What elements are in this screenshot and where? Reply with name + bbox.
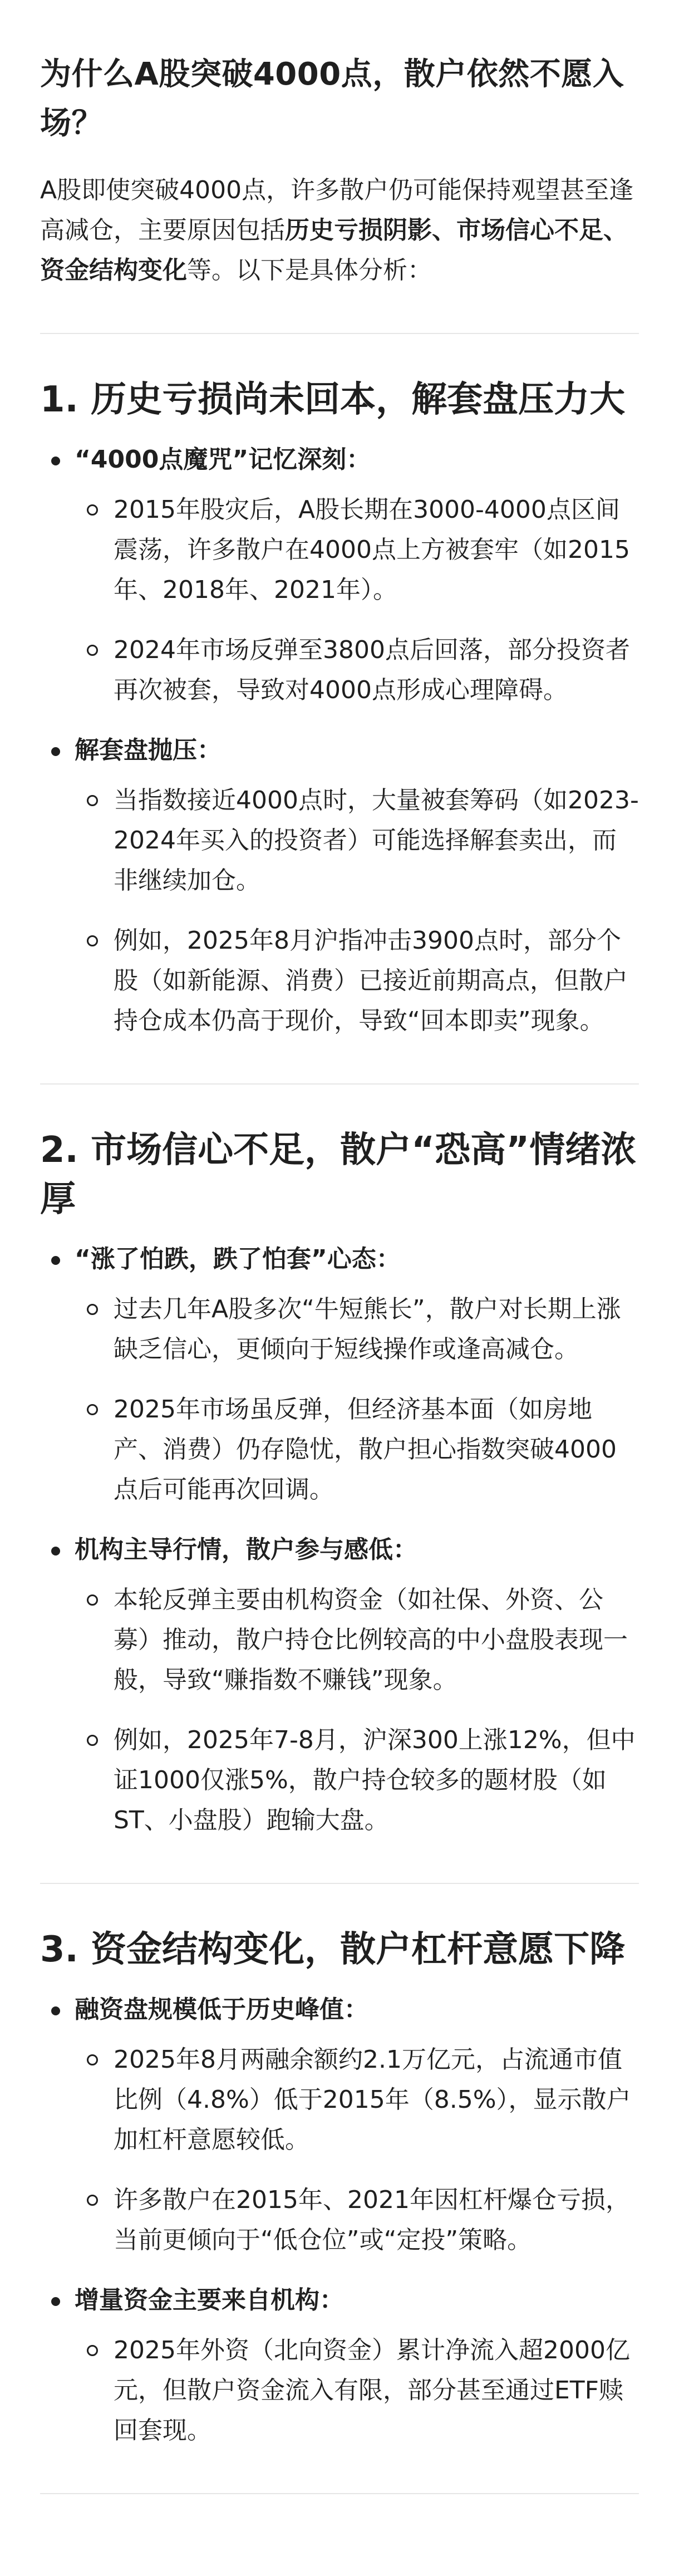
subpoint-list (75, 781, 639, 1041)
section-heading: 3. 资金结构变化，散户杠杆意愿下降 (40, 1929, 626, 1970)
section-heading: 1. 历史亏损尚未回本，解套盘压力大 (40, 379, 626, 420)
section-point-list (40, 1239, 639, 1841)
intro-highlight: 历史亏损阴影、市场信心不足、资金结构变化 (40, 216, 628, 284)
subpoint-item: 许多散户在2015年、2021年因杠杆爆仓亏损，当前更倾向于“低仓位”或“定投”策略。 (75, 2180, 639, 2260)
section-divider (40, 333, 639, 334)
subpoint-item: 2025年外资（北向资金）累计净流入超2000亿元，但散户资金流入有限，部分甚至通过ETF赎回套现。 (75, 2330, 639, 2451)
point-label: 增量资金主要来自机构： (75, 2286, 344, 2314)
subpoint-item: 2015年股灾后，A股长期在3000-4000点区间震荡，许多散户在4000点上方被套牢（如2015年、2018年、2021年）。 (75, 490, 639, 610)
point-item (40, 1239, 639, 1510)
point-label: 解套盘抛压： (75, 736, 222, 764)
subpoint-item: 过去几年A股多次“牛短熊长”，散户对长期上涨缺乏信心，更倾向于短线操作或逢高减仓。 (75, 1289, 639, 1370)
subpoint-item: 本轮反弹主要由机构资金（如社保、外资、公募）推动，散户持仓比例较高的中小盘股表现一般，导致“赚指数不赚钱”现象。 (75, 1580, 639, 1700)
point-label: 机构主导行情，散户参与感低： (75, 1535, 417, 1564)
point-item (40, 1530, 639, 1841)
subpoint-item: 2025年市场虽反弹，但经济基本面（如房地产、消费）仍存隐忧，散户担心指数突破4000点后可能再次回调。 (75, 1390, 639, 1510)
intro-prefix: A股即使突破4000点，许多散户仍可能保持观望甚至逢高减仓，主要原因包括 (40, 176, 634, 244)
subpoint-list (75, 1580, 639, 1841)
subpoint-list (75, 1289, 639, 1510)
point-label: “涨了怕跌，跌了怕套”心态： (75, 1245, 401, 1273)
point-item (40, 1990, 639, 2260)
section-point-list (40, 1990, 639, 2451)
subpoint-item: 当指数接近4000点时，大量被套筹码（如2023-2024年买入的投资者）可能选择解套卖出，而非继续加仓。 (75, 781, 639, 901)
section-divider (40, 1083, 639, 1085)
point-item (40, 440, 639, 710)
point-label: “4000点魔咒”记忆深刻： (75, 445, 371, 474)
point-item (40, 730, 639, 1041)
intro-suffix: 等。以下是具体分析： (187, 256, 432, 284)
subpoint-item: 2024年市场反弹至3800点后回落，部分投资者再次被套，导致对4000点形成心理障碍。 (75, 630, 639, 710)
point-label: 融资盘规模低于历史峰值： (75, 1995, 368, 2024)
subpoint-item: 例如，2025年7-8月，沪深300上涨12%，但中证1000仅涨5%，散户持仓较多的题材股（如ST、小盘股）跑输大盘。 (75, 1720, 639, 1841)
intro-paragraph (40, 170, 639, 291)
section-heading: 2. 市场信心不足，散户“恐高”情绪浓厚 (40, 1130, 637, 1220)
section-divider (40, 1883, 639, 1884)
subpoint-list (75, 2040, 639, 2260)
page-title: 为什么A股突破4000点，散户依然不愿入场？ (40, 56, 624, 141)
subpoint-list (75, 2330, 639, 2451)
subpoint-item: 2025年8月两融余额约2.1万亿元，占流通市值比例（4.8%）低于2015年（8.5%），显示散户加杠杆意愿较低。 (75, 2040, 639, 2160)
point-item (40, 2280, 639, 2451)
subpoint-item: 例如，2025年8月沪指冲击3900点时，部分个股（如新能源、消费）已接近前期高点，但散户持仓成本仍高于现价，导致“回本即卖”现象。 (75, 921, 639, 1041)
subpoint-list (75, 490, 639, 710)
section-divider (40, 2493, 639, 2494)
section-point-list (40, 440, 639, 1041)
